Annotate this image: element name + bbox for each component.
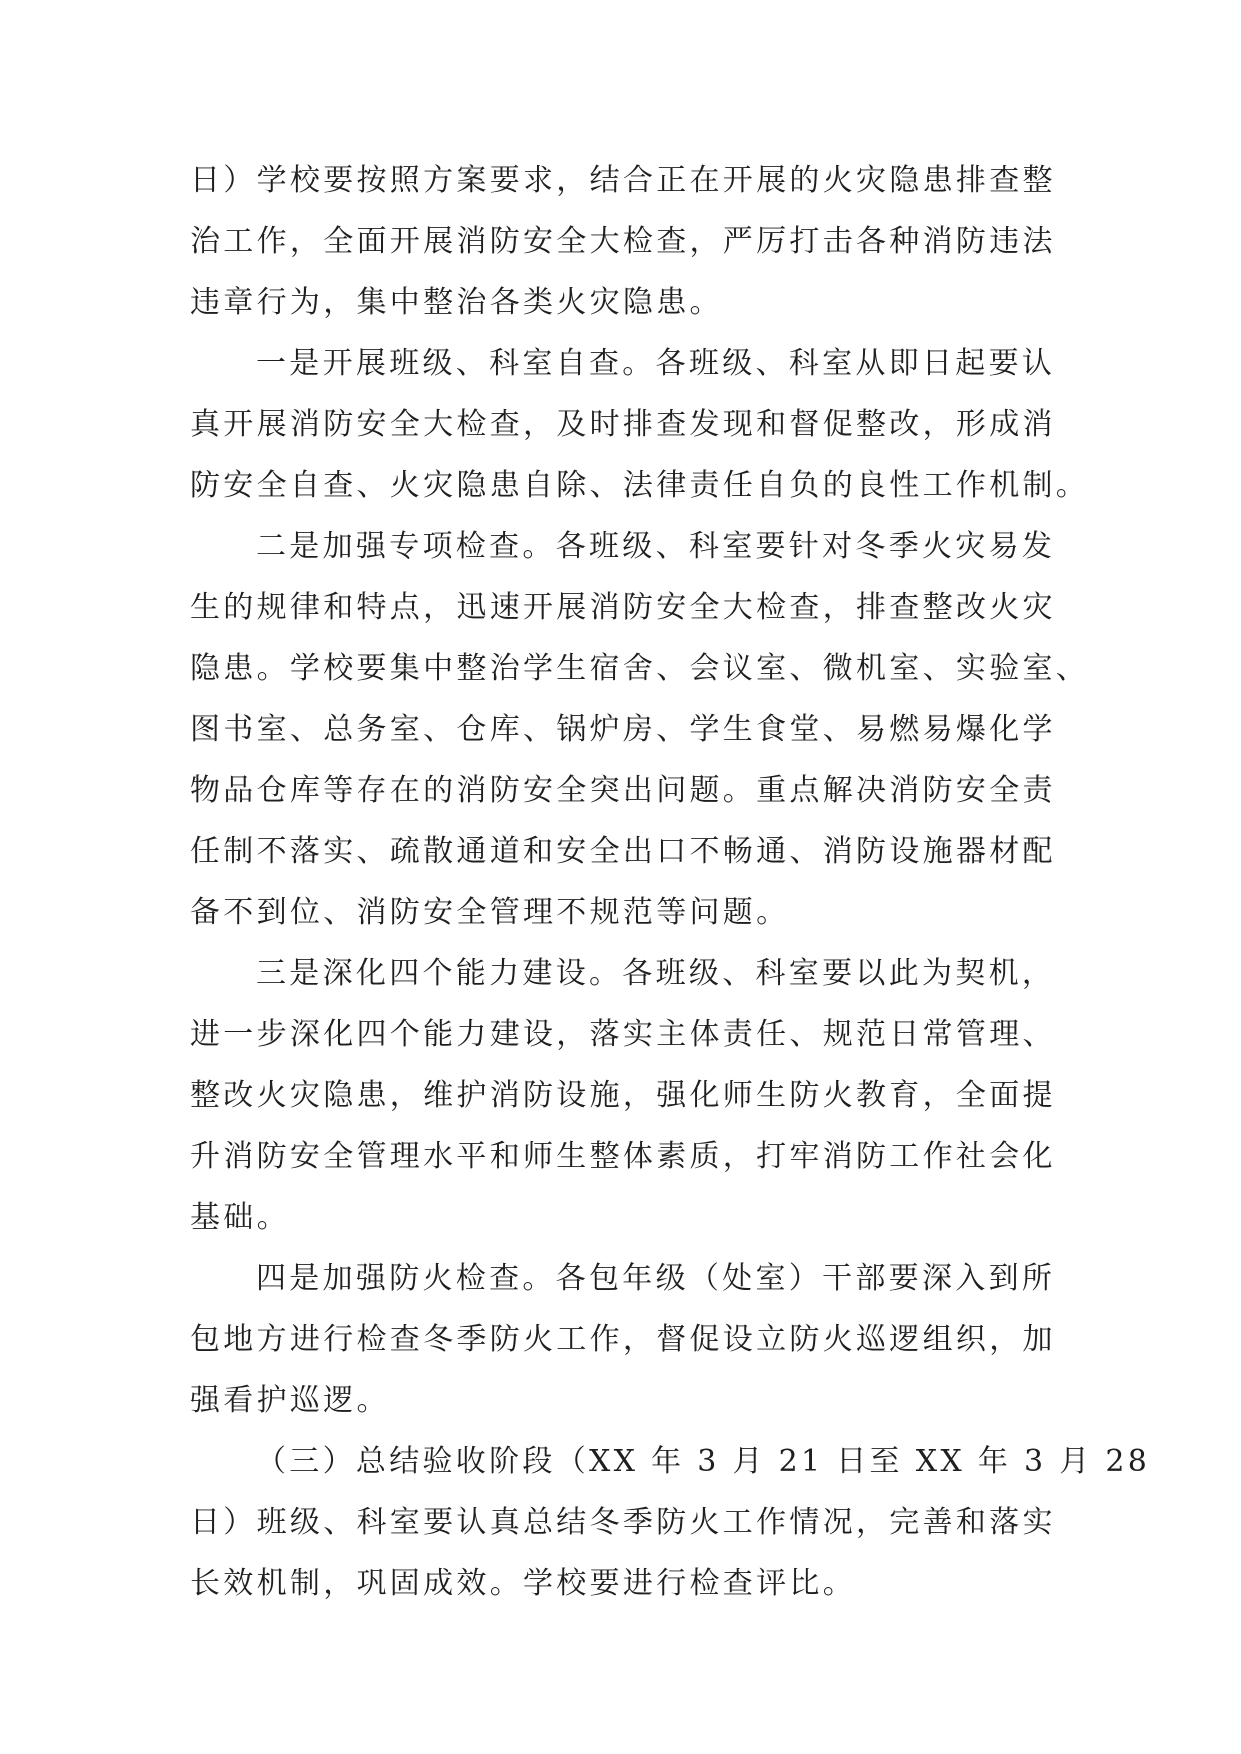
text-line: 长效机制，巩固成效。学校要进行检查评比。 [190,1566,856,1601]
text-line: 真开展消防安全大检查，及时排查发现和督促整改，形成消 [190,407,1056,442]
text-line: 四是加强防火检查。各包年级（处室）干部要深入到所 [256,1261,1056,1296]
text-line: （三）总结验收阶段（XX 年 3 月 21 日至 XX 年 3 月 28 [256,1444,1151,1479]
text-line: 物品仓库等存在的消防安全突出问题。重点解决消防安全责 [190,773,1056,808]
paragraph-4 [190,943,1056,1248]
paragraph-6 [190,1431,1151,1614]
text-line: 违章行为，集中整治各类火灾隐患。 [190,285,723,320]
text-line: 一是开展班级、科室自查。各班级、科室从即日起要认 [256,346,1056,381]
text-line: 生的规律和特点，迅速开展消防安全大检查，排查整改火灾 [190,590,1056,625]
text-line: 强看护巡逻。 [190,1383,390,1418]
text-line: 整改火灾隐患，维护消防设施，强化师生防火教育，全面提 [190,1078,1056,1113]
text-line: 包地方进行检查冬季防火工作，督促设立防火巡逻组织，加 [190,1322,1056,1357]
text-line: 防安全自查、火灾隐患自除、法律责任自负的良性工作机制。 [190,468,1090,503]
text-line: 基础。 [190,1200,290,1235]
text-line: 日）班级、科室要认真总结冬季防火工作情况，完善和落实 [190,1505,1056,1540]
paragraph-3 [190,516,1090,943]
text-line: 日）学校要按照方案要求，结合正在开展的火灾隐患排查整 [190,163,1056,198]
text-line: 图书室、总务室、仓库、锅炉房、学生食堂、易燃易爆化学 [190,712,1056,747]
text-line: 任制不落实、疏散通道和安全出口不畅通、消防设施器材配 [190,834,1056,869]
text-line: 进一步深化四个能力建设，落实主体责任、规范日常管理、 [190,1017,1056,1052]
text-line: 升消防安全管理水平和师生整体素质，打牢消防工作社会化 [190,1139,1056,1174]
text-line: 隐患。学校要集中整治学生宿舍、会议室、微机室、实验室、 [190,651,1090,686]
document-body [190,150,1151,1614]
text-line: 二是加强专项检查。各班级、科室要针对冬季火灾易发 [256,529,1056,564]
text-line: 备不到位、消防安全管理不规范等问题。 [190,895,790,930]
paragraph-2 [190,333,1090,516]
paragraph-5 [190,1248,1056,1431]
text-line: 三是深化四个能力建设。各班级、科室要以此为契机， [256,956,1056,991]
paragraph-1 [190,150,1056,333]
text-line: 治工作，全面开展消防安全大检查，严厉打击各种消防违法 [190,224,1056,259]
